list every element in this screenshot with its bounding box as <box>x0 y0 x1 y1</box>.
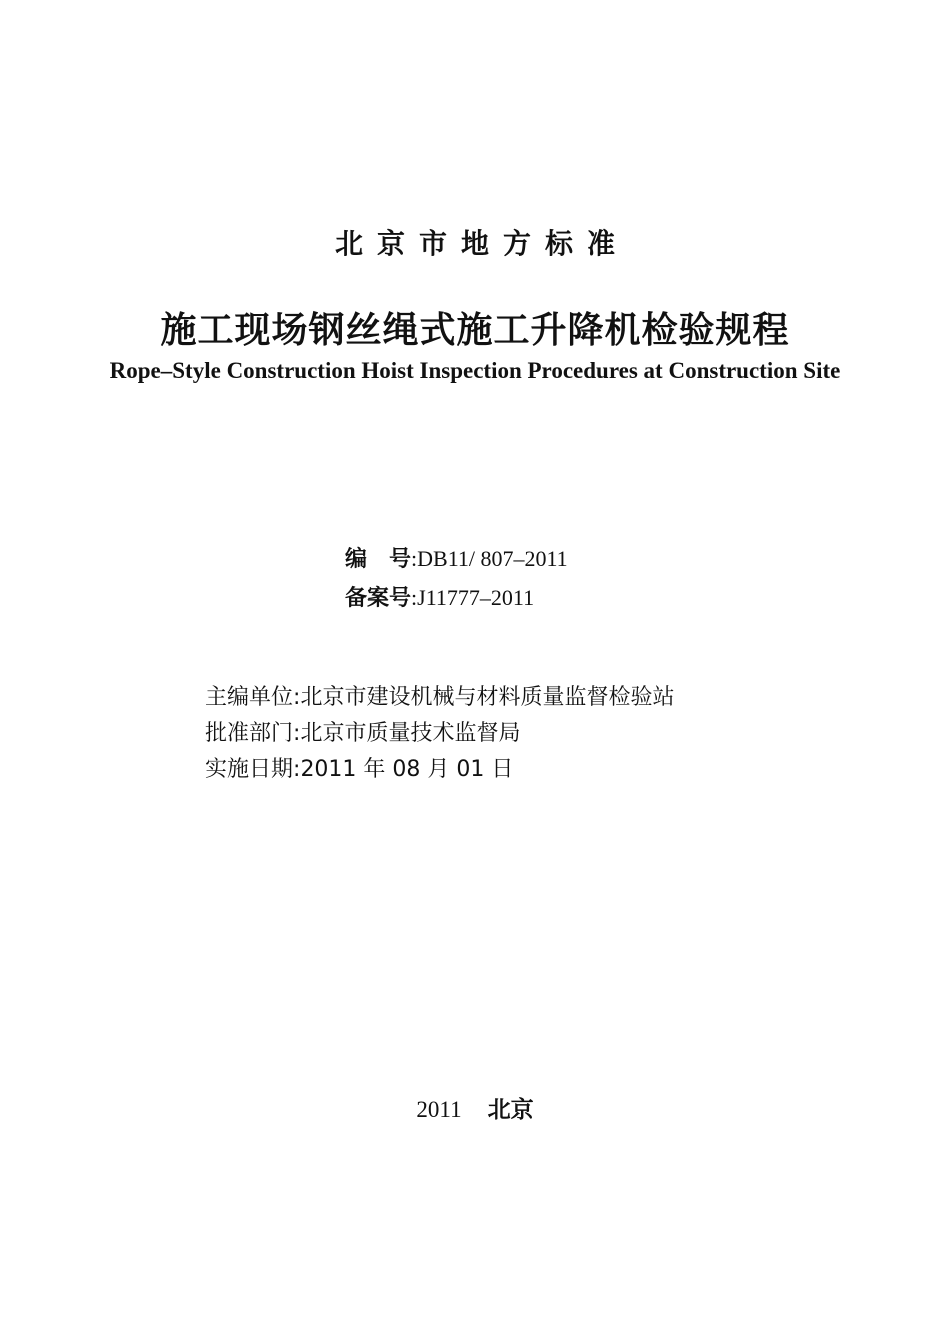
filing-number-value: J11777–2011 <box>417 585 535 610</box>
title-chinese: 施工现场钢丝绳式施工升降机检验规程 <box>160 310 790 351</box>
standard-number-separator: : <box>411 546 418 571</box>
editor-row <box>205 680 674 716</box>
approver-value: 北京市质量技术监督局 <box>300 721 521 746</box>
standard-codes <box>345 540 568 618</box>
effective-date-separator: : <box>293 757 301 782</box>
editor-value: 北京市建设机械与材料质量监督检验站 <box>300 685 675 710</box>
standard-number-value: DB11/ 807–2011 <box>417 546 568 571</box>
approver-row <box>205 716 674 752</box>
filing-number-label: 备案号 <box>345 586 412 611</box>
standard-number-label: 编 号 <box>345 547 412 572</box>
standard-number-row <box>345 540 568 579</box>
effective-date-row <box>205 752 674 788</box>
publication-city: 北京 <box>487 1097 534 1123</box>
publication-footer <box>0 1091 950 1124</box>
publication-year: 2011 <box>416 1097 462 1122</box>
editor-label: 主编单位 <box>205 685 294 710</box>
filing-number-row <box>345 579 568 618</box>
approver-separator: : <box>293 721 301 746</box>
effective-date-value: 2011 年 08 月 01 日 <box>300 757 514 782</box>
filing-number-separator: : <box>411 585 418 610</box>
standard-type: 北京市地方标准 <box>334 227 629 260</box>
approver-label: 批准部门 <box>205 721 294 746</box>
issuing-info <box>205 680 674 788</box>
title-english: Rope–Style Construction Hoist Inspection Procedures at Construction Site <box>109 358 841 383</box>
editor-separator: : <box>293 685 301 710</box>
effective-date-label: 实施日期 <box>205 757 294 782</box>
